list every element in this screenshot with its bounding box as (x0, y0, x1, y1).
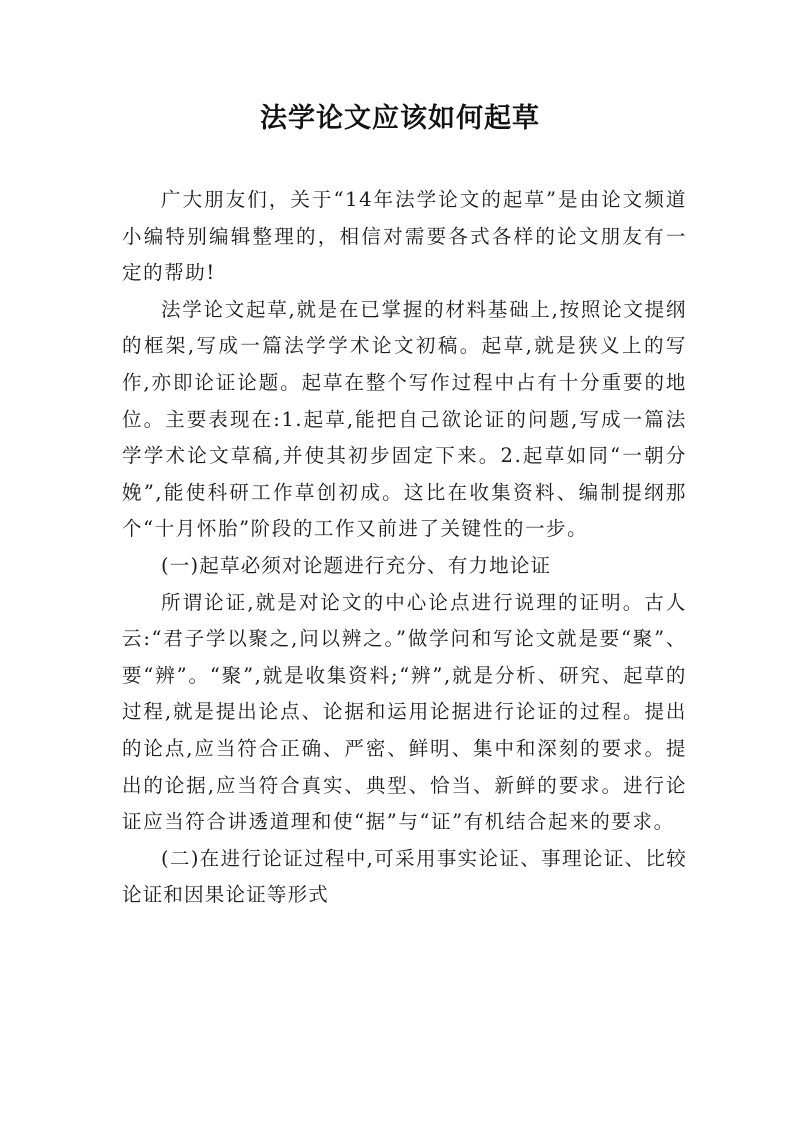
document-title: 法学论文应该如何起草 (260, 103, 540, 134)
document-body (122, 182, 687, 914)
drafting-definition-paragraph: 法学论文起草,就是在已掌握的材料基础上,按照论文提纲的框架,写成一篇法学学术论文初稿。起草,就是狭义上的写作,亦即论证论题。起草在整个写作过程中占有十分重要的地位。主要表现在:1.起草,能把自己欲论证的问题,写成一篇法学学术论文草稿,并使其初步固定下来。2.起草如同“一朝分娩”,能使科研工作草创初成。这比在收集资料、编制提纲那个“十月怀胎”阶段的工作又前进了关键性的一步。 (122, 297, 687, 541)
section-heading-1: (一)起草必须对论题进行充分、有力地论证 (161, 553, 552, 577)
section-heading-2: (二)在进行论证过程中,可采用事实论证、事理论证、比较论证和因果论证等形式 (122, 846, 687, 907)
intro-paragraph: 广大朋友们，关于“14年法学论文的起草”是由论文频道小编特别编辑整理的，相信对需要各式各样的论文朋友有一定的帮助! (122, 188, 687, 285)
argumentation-paragraph: 所谓论证,就是对论文的中心论点进行说理的证明。古人云:“君子学以聚之,问以辨之。”做学问和写论文就是要“聚”、要“辨”。“聚”,就是收集资料;“辨”,就是分析、研究、起草的过程,就是提出论点、论据和运用论据进行论证的过程。提出的论点,应当符合正确、严密、鲜明、集中和深刻的要求。提出的论据,应当符合真实、典型、恰当、新鲜的要求。进行论证应当符合讲透道理和使“据”与“证”有机结合起来的要求。 (122, 590, 687, 834)
